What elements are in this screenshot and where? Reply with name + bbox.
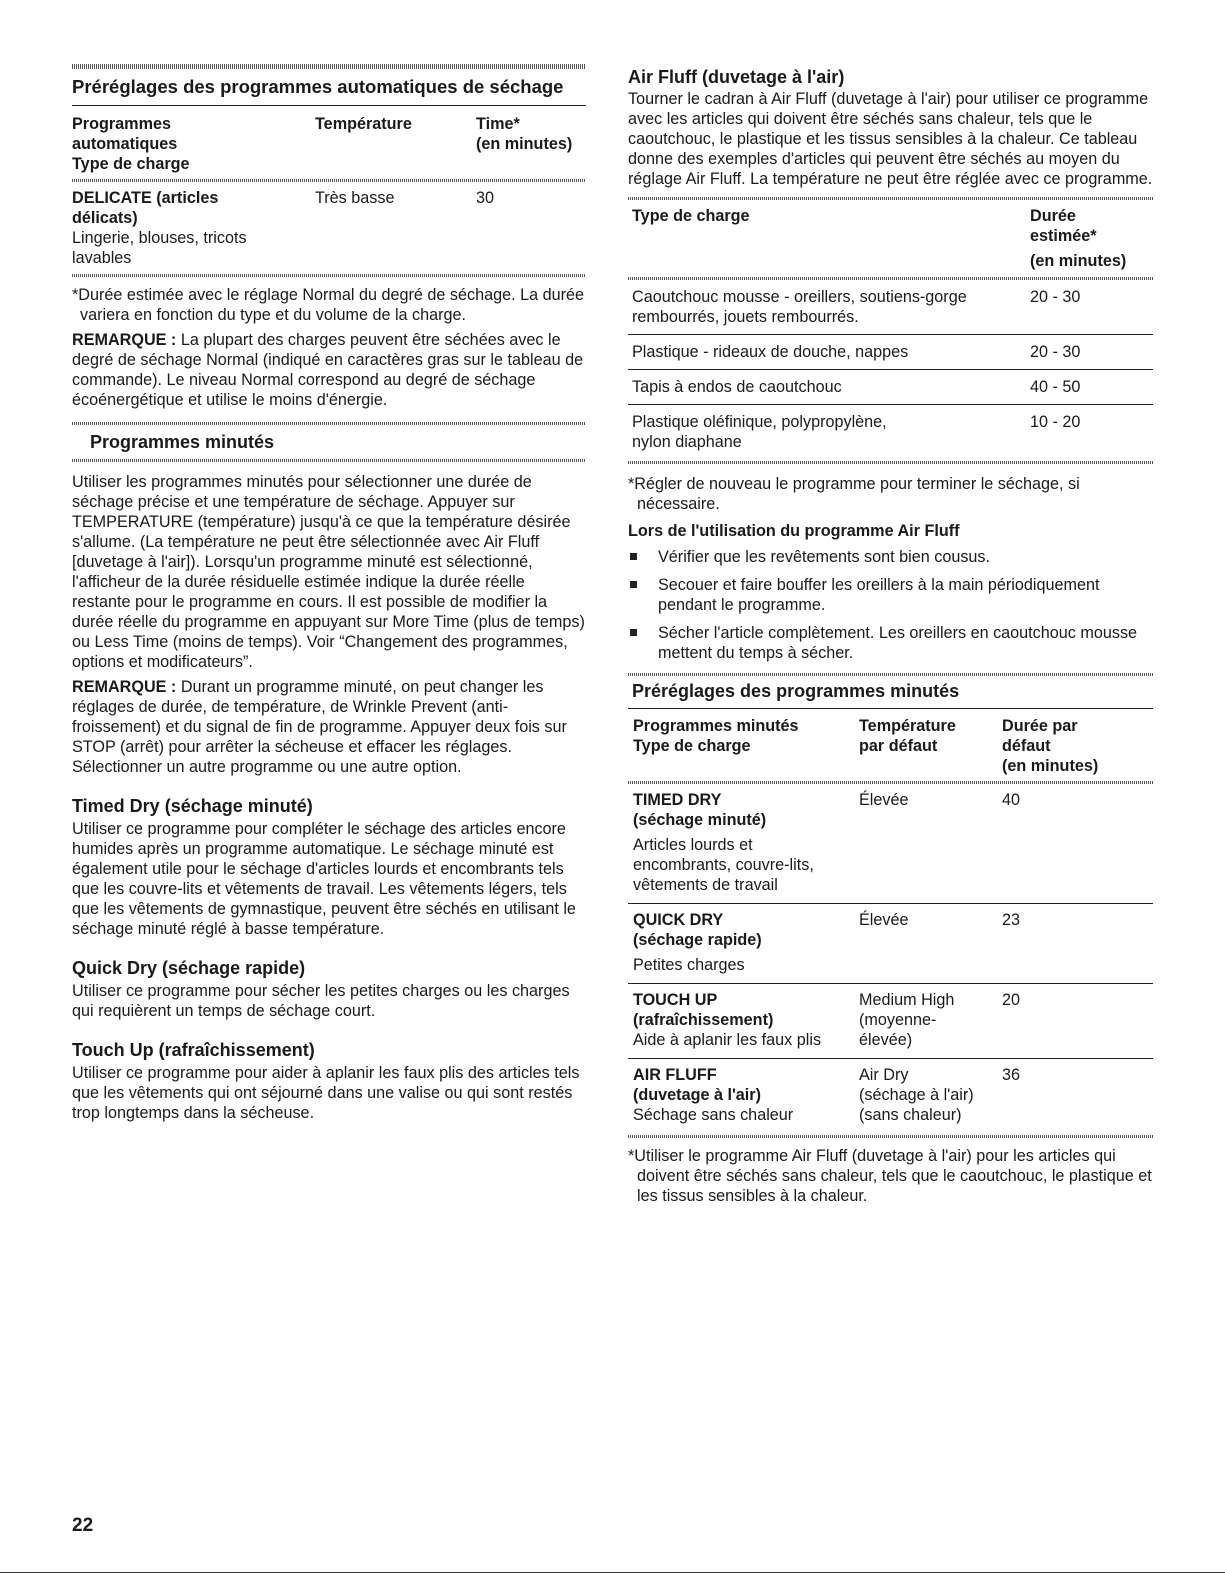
header-duration: Durée par — [1002, 717, 1078, 735]
row-temperature-text: (séchage à l'air) — [859, 1086, 974, 1104]
header-timed-programs: Programmes minutés — [633, 717, 799, 735]
bullet-item — [628, 623, 1153, 663]
table-row — [628, 405, 1153, 459]
row-item — [632, 287, 1030, 327]
quick-dry-text: Utiliser ce programme pour sécher les petites charges ou les charges qui requièrent un temps de séchage court. — [72, 982, 570, 1020]
row-item — [632, 412, 1030, 452]
table-row — [628, 984, 1153, 1059]
auto-presets-footnote: *Durée estimée avec le réglage Normal du degré de séchage. La durée variera en fonction du type et du volume de la charge. — [72, 286, 585, 324]
table-header-row — [628, 716, 1153, 776]
row-name: DELICATE (articles — [72, 189, 219, 207]
row-program-name: AIR FLUFF — [633, 1066, 717, 1084]
row-desc-cont: lavables — [72, 249, 132, 267]
row-item-text: Plastique - rideaux de douche, nappes — [632, 343, 909, 361]
row-temperature-text: Medium High — [859, 991, 955, 1009]
row-program — [633, 1065, 859, 1125]
row-duration: 40 — [1002, 791, 1021, 809]
header-default: par défaut — [859, 737, 938, 755]
header-temperature: Température — [859, 717, 956, 735]
page-bottom-rule — [0, 1572, 1225, 1573]
timed-dry-title: Timed Dry (séchage minuté) — [72, 796, 313, 816]
bullet-item — [628, 575, 1153, 615]
row-duration: 36 — [1002, 1066, 1021, 1084]
air-fluff-title: Air Fluff (duvetage à l'air) — [628, 67, 845, 87]
header-estimated: estimée* — [1030, 227, 1097, 245]
row-time: 10 - 20 — [1030, 413, 1081, 431]
row-duration: 23 — [1002, 911, 1021, 929]
row-program — [633, 790, 859, 895]
row-load-type: vêtements de travail — [633, 876, 778, 894]
bullet-text: Vérifier que les revêtements sont bien cousus. — [658, 548, 991, 566]
timed-presets-footnote: *Utiliser le programme Air Fluff (duvetage à l'air) pour les articles qui doivent être séchés sans chaleur, tels que le caoutchouc, le plastique et les tissus sensibles à la chaleur. — [628, 1147, 1152, 1205]
air-fluff-rows — [628, 280, 1153, 459]
header-temperature: Température — [315, 115, 412, 133]
row-load-type: Aide à aplanir les faux plis — [633, 1031, 822, 1049]
row-temperature-text: élevée) — [859, 1031, 913, 1049]
table-row — [628, 784, 1153, 904]
row-load-type: Articles lourds et — [633, 836, 753, 854]
row-program-name: TIMED DRY — [633, 791, 722, 809]
header-time: Time* — [476, 115, 520, 133]
bullet-icon — [630, 553, 637, 560]
header-load-type: Type de charge — [633, 737, 751, 755]
bullet-text: Secouer et faire bouffer les oreillers à la main périodiquement pendant le programme. — [658, 576, 1100, 614]
row-program-name: TOUCH UP — [633, 991, 718, 1009]
header-programs: Programmes — [72, 115, 171, 133]
timed-programs-title: Programmes minutés — [90, 432, 275, 452]
touch-up-title: Touch Up (rafraîchissement) — [72, 1040, 315, 1060]
bullet-icon — [630, 629, 637, 636]
table-divider — [72, 274, 586, 277]
table-row — [628, 904, 1153, 984]
left-column — [72, 64, 586, 1123]
table-header-row — [72, 114, 586, 174]
row-time: 20 - 30 — [1030, 343, 1081, 361]
row-time: 40 - 50 — [1030, 378, 1081, 396]
air-fluff-bullets — [628, 547, 1153, 663]
auto-presets-title: Préréglages des programmes automatiques de séchage — [72, 76, 564, 97]
header-automatic: automatiques — [72, 135, 178, 153]
quick-dry-title: Quick Dry (séchage rapide) — [72, 958, 306, 978]
right-column — [628, 66, 1153, 1206]
header-minutes: (en minutes) — [476, 135, 573, 153]
row-duration: 20 — [1002, 991, 1021, 1009]
note-label: REMARQUE : — [72, 678, 177, 696]
header-minutes: (en minutes) — [1030, 252, 1127, 270]
timed-dry-text: Utiliser ce programme pour compléter le séchage des articles encore humides après un programme automatique. Le séchage minuté est également utile pour le séchage d'articles lourds et encombrants tels que les couvre-lits et vêtements de travail. Les vêtements légers, tels que les vêtements de gymnastique, peuvent être séchés en utilisant le séchage minuté réglé à basse température. — [72, 820, 576, 938]
air-fluff-footnote: *Régler de nouveau le programme pour terminer le séchage, si nécessaire. — [628, 475, 1080, 513]
row-program-name: (duvetage à l'air) — [633, 1086, 761, 1104]
table-row — [72, 188, 586, 268]
row-item-text: nylon diaphane — [632, 433, 742, 451]
section-divider — [628, 673, 1153, 676]
table-divider — [628, 197, 1153, 200]
header-duration: Durée — [1030, 207, 1076, 225]
page-number: 22 — [72, 1515, 94, 1536]
row-temperature — [859, 1065, 1002, 1125]
header-default: défaut — [1002, 737, 1051, 755]
row-item-text: rembourrés, jouets rembourrés. — [632, 308, 859, 326]
auto-presets-row — [72, 188, 586, 268]
timed-presets-header — [628, 716, 1153, 776]
header-load-type: Type de charge — [72, 155, 190, 173]
note-text: Durant un programme minuté, on peut changer les réglages de durée, de température, de Wrinkle Prevent (anti-froissement) et du signal de fin de programme. Appuyer deux fois sur STOP (arrêt) pour arrêter la sécheuse et effacer les réglages. Sélectionner un autre programme ou une autre option. — [72, 678, 567, 776]
row-program-name: (séchage rapide) — [633, 931, 762, 949]
row-name-cont: délicats) — [72, 209, 138, 227]
row-temperature-text: Air Dry — [859, 1066, 909, 1084]
timed-programs-note — [72, 677, 586, 777]
row-item-text: Tapis à endos de caoutchouc — [632, 378, 842, 396]
row-temp: Très basse — [315, 189, 395, 207]
table-divider — [72, 179, 586, 182]
row-program — [633, 990, 859, 1050]
row-temperature — [859, 990, 1002, 1050]
air-fluff-table-header — [628, 206, 1153, 271]
row-temperature — [859, 790, 1002, 895]
note-label: REMARQUE : — [72, 331, 177, 349]
row-desc: Lingerie, blouses, tricots — [72, 229, 247, 247]
row-load-type: Petites charges — [633, 956, 745, 974]
row-item — [632, 342, 1030, 362]
row-program-name: (séchage minuté) — [633, 811, 767, 829]
row-temperature-text: (moyenne- — [859, 1011, 937, 1029]
table-divider — [628, 1135, 1153, 1138]
timed-presets-rows — [628, 784, 1153, 1133]
row-temperature-text: (sans chaleur) — [859, 1106, 962, 1124]
table-rule — [72, 105, 586, 106]
table-divider — [628, 461, 1153, 464]
table-rule — [628, 708, 1153, 709]
row-temperature-text: Élevée — [859, 911, 909, 929]
table-row — [628, 370, 1153, 405]
row-temperature-text: Élevée — [859, 791, 909, 809]
row-program-name: (rafraîchissement) — [633, 1011, 774, 1029]
bullet-text: Sécher l'article complètement. Les oreillers en caoutchouc mousse mettent du temps à sécher. — [658, 624, 1138, 662]
row-load-type: Séchage sans chaleur — [633, 1106, 794, 1124]
table-row — [628, 280, 1153, 335]
row-item-text: Plastique oléfinique, polypropylène, — [632, 413, 887, 431]
bullet-item — [628, 547, 1153, 567]
note-text: La plupart des charges peuvent être séchées avec le degré de séchage Normal (indiqué en caractères gras sur le tableau de commande). Le niveau Normal correspond au degré de séchage écoénergétique et utilise le moins d'énergie. — [72, 331, 584, 409]
air-fluff-usage-title: Lors de l'utilisation du programme Air Fluff — [628, 522, 960, 540]
row-load-type: encombrants, couvre-lits, — [633, 856, 814, 874]
section-divider — [72, 64, 586, 69]
auto-presets-table — [72, 114, 586, 174]
table-header-row — [628, 206, 1153, 271]
header-load-type: Type de charge — [632, 207, 750, 225]
row-program-name: QUICK DRY — [633, 911, 724, 929]
section-divider — [72, 422, 586, 425]
row-item-text: Caoutchouc mousse - oreillers, soutiens-gorge — [632, 288, 967, 306]
timed-programs-text: Utiliser les programmes minutés pour sélectionner une durée de séchage précise et une température de séchage. Appuyer sur TEMPERATURE (température) jusqu'à ce que la température désirée s'allume. (La température ne peut être sélectionnée avec Air Fluff [duvetage à l'air]). Lorsqu'un programme minuté est sélectionné, l'afficheur de la durée résiduelle estimée indique la durée réelle restante pour le programme en cours. Il est possible de modifier la durée réelle du programme en appuyant sur More Time (plus de temps) ou Less Time (moins de temps). Voir “Changement des programmes, options et modificateurs”. — [72, 473, 585, 671]
table-row — [628, 335, 1153, 370]
row-time: 20 - 30 — [1030, 288, 1081, 306]
row-item — [632, 377, 1030, 397]
row-program — [633, 910, 859, 975]
touch-up-text: Utiliser ce programme pour aider à aplanir les faux plis des articles tels que les vêtements qui ont séjourné dans une valise ou qui sont restés trop longtemps dans la sécheuse. — [72, 1064, 580, 1122]
air-fluff-text: Tourner le cadran à Air Fluff (duvetage à l'air) pour utiliser ce programme avec les articles qui doivent être séchés sans chaleur, tels que le caoutchouc, le plastique et les tissus sensibles à la chaleur. Ce tableau donne des exemples d'articles qui peuvent être séchés au moyen du réglage Air Fluff. La température ne peut être réglée avec ce programme. — [628, 90, 1153, 188]
row-temperature — [859, 910, 1002, 975]
section-divider — [72, 459, 586, 462]
row-time: 30 — [476, 189, 495, 207]
auto-presets-note — [72, 330, 586, 410]
header-minutes: (en minutes) — [1002, 757, 1099, 775]
timed-presets-title: Préréglages des programmes minutés — [632, 681, 960, 701]
table-row — [628, 1059, 1153, 1133]
bullet-icon — [630, 581, 637, 588]
